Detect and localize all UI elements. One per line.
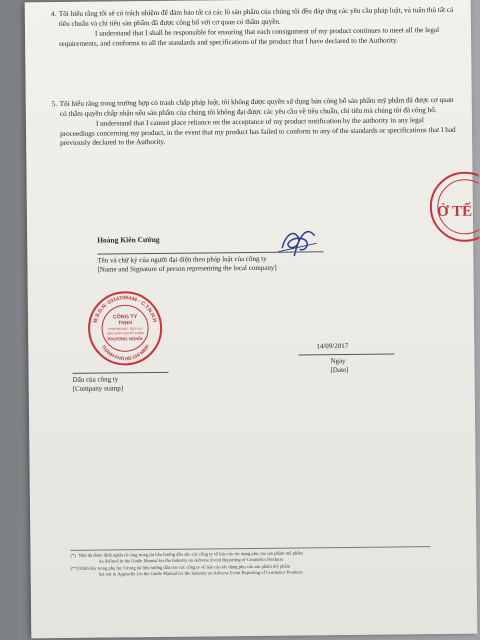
date-caption <box>330 357 348 376</box>
footnotes <box>70 549 440 578</box>
footnote-1-english: As defined in the Guide Manual for the Industry on Adverse Event Reporting of Cosmetics Products <box>98 557 284 565</box>
footnote-2 <box>71 562 441 579</box>
footnote-1-vietnamese: Như đã được định nghĩa rõ ràng trong tài liệu hướng dẫn cho các công ty về báo cáo tác dụng phụ của sản phẩm mỹ phẩm <box>78 550 303 558</box>
company-seal <box>86 289 165 368</box>
document-page <box>25 0 478 638</box>
partial-red-stamp <box>418 168 479 247</box>
seal-ring-text: M.S.D.N: 0314709446 - C.T.N.H.H <box>92 295 158 324</box>
signer-caption-english: [Name and Signature of person representing the local company] <box>97 264 277 275</box>
edge-stamp-text: Ở TẾ <box>436 203 473 221</box>
seal-ring-bottom-text: THÀNH PHỐ HỒ CHÍ MINH <box>100 343 150 362</box>
company-stamp-caption <box>73 375 124 394</box>
date-value: 14/09/2017 <box>316 341 349 351</box>
company-stamp-line <box>73 372 169 374</box>
clause-5-vietnamese: Tôi hiểu rằng trong trường hợp có tranh chấp pháp luật, tôi không được quyền sử dụng bản công bố sản phẩm mỹ phẩm đã được cơ quan có thẩm quyền chấp nhận nếu sản phẩm của chúng tôi không đạt được các yêu cầu về tiêu chuẩn, chỉ tiêu mà chúng tôi đã công bố. <box>59 95 454 118</box>
handwritten-signature <box>274 225 320 259</box>
seal-center-line-5: PHƯƠNG NGHĨA <box>107 336 143 342</box>
company-stamp-caption-english: [Company stamp] <box>72 384 124 394</box>
date-caption-vietnamese: Ngày <box>330 357 346 366</box>
clause-4-number: 4. <box>50 10 57 19</box>
company-stamp-caption-vietnamese: Dấu của công ty <box>72 375 119 384</box>
seal-center-line-2: TNHH <box>118 320 133 327</box>
signer-name: Hoàng Kiên Cường <box>97 234 160 245</box>
clause-4-english: I understand that I shall be responsible for ensuring that each consignment of my product continues to meet all the legal requirements, and conforms to all the standards and specifications of the product that I have declared to the Authority. <box>59 26 440 48</box>
signer-caption-vietnamese: Tên và chữ ký của người đại diện theo pháp luật của công ty <box>97 254 267 265</box>
footnote-2-marker: (**) <box>70 565 79 571</box>
date-caption-english: [Date] <box>330 366 349 375</box>
clause-5-number: 5. <box>51 100 58 109</box>
seal-center-line-1: CÔNG TY <box>112 314 138 321</box>
seal-center-line-4: SẢN XUẤT HÓA MỸ PHẨM <box>106 331 144 336</box>
date-line <box>298 354 394 356</box>
footnote-2-english: Set out in Appendix I in the Guide Manual for the Industry on Adverse Event Reporting of Cosmetics Products <box>98 569 303 577</box>
clause-4-vietnamese: Tôi hiểu rằng tôi sẽ có trách nhiệm để đảm bảo tất cả các lô sản phẩm của chúng tôi đều đáp ứng các yêu cầu pháp luật, và tuân thủ tất cả tiêu chuẩn và chỉ tiêu sản phẩm đã được công bố với cơ quan có thẩm quyền. <box>58 5 454 28</box>
seal-center-line-3: THƯƠNG MẠI - DỊCH VỤ <box>107 326 143 332</box>
footnote-2-vietnamese: Trình bày trong phụ lục I trong tài liệu hướng dẫn cho các công ty về báo cáo tác dụng phụ của sản phẩm mỹ phẩm <box>78 563 291 571</box>
clause-5 <box>51 95 456 149</box>
footnote-1-marker: (*) <box>70 552 76 558</box>
clause-4 <box>50 5 455 50</box>
signer-caption <box>97 255 276 276</box>
clause-5-english: I understand that I cannot place reliance on the acceptance of my product notification by the authority in any legal proceedings concerning my product, in the event that my product has failed to conform to any of the standards or specifications that I had previously declared to the Authority. <box>60 116 456 148</box>
